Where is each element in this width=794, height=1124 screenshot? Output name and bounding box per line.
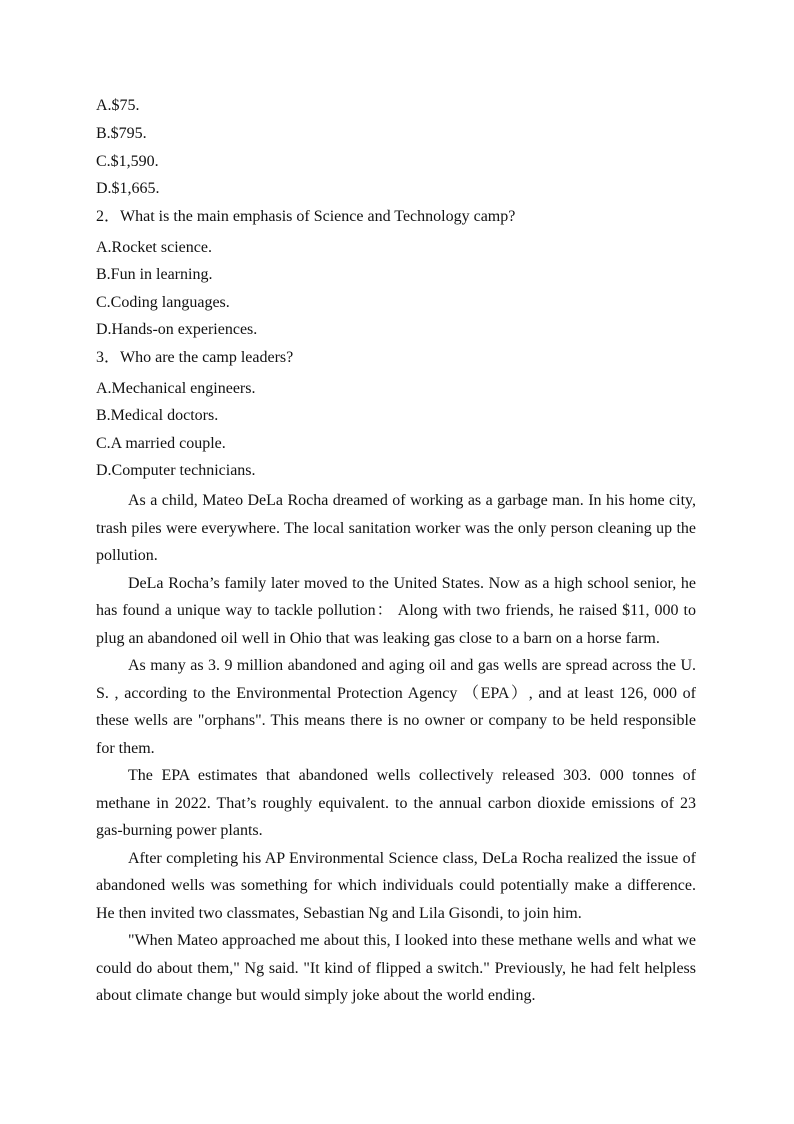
- q3-option-d: D.Computer technicians.: [96, 462, 256, 479]
- q3-option-b: B.Medical doctors.: [96, 407, 219, 424]
- q2-stem: 2．What is the main emphasis of Science and Technology camp?: [96, 208, 516, 225]
- passage-paragraph-1: As a child, Mateo DeLa Rocha dreamed of working as a garbage man. In his home city, trash piles were everywhere. The local sanitation worker was the only person cleaning up the pollution.: [96, 492, 696, 564]
- q1-option-d: D.$1,665.: [96, 180, 160, 197]
- q3-stem: 3．Who are the camp leaders?: [96, 349, 294, 366]
- q1-option-b: B.$795.: [96, 125, 147, 142]
- q2-option-b: B.Fun in learning.: [96, 266, 213, 283]
- q1-option-c: C.$1,590.: [96, 153, 159, 170]
- q2-option-c: C.Coding languages.: [96, 294, 230, 311]
- passage-paragraph-4: The EPA estimates that abandoned wells collectively released 303. 000 tonnes of methane in 2022. That’s roughly equivalent. to the annual carbon dioxide emissions of 23 gas-burning power plants.: [96, 767, 696, 839]
- passage-paragraph-5: After completing his AP Environmental Science class, DeLa Rocha realized the issue of abandoned wells was something for which individuals could potentially make a difference. He then invited two classmates, Sebastian Ng and Lila Gisondi, to join him.: [96, 849, 696, 922]
- q2-option-a: A.Rocket science.: [96, 239, 212, 256]
- q1-option-a: A.$75.: [96, 97, 140, 114]
- reading-passage: [96, 487, 696, 1010]
- passage-paragraph-2: DeLa Rocha’s family later moved to the United States. Now as a high school senior, he has found a unique way to tackle pollution： Along with two friends, he raised $11, 000 to plug an abandoned oil well in Ohio that was leaking gas close to a barn on a horse farm.: [96, 574, 696, 647]
- q3-option-c: C.A married couple.: [96, 435, 226, 452]
- passage-paragraph-6: "When Mateo approached me about this, I looked into these methane wells and what we could do about them," Ng said. "It kind of flipped a switch." Previously, he had felt helpless about climate change but would simply joke about the world ending.: [96, 932, 696, 1004]
- q2-option-d: D.Hands-on experiences.: [96, 321, 258, 338]
- q3-option-a: A.Mechanical engineers.: [96, 380, 256, 397]
- passage-paragraph-3: As many as 3. 9 million abandoned and aging oil and gas wells are spread across the U. S. , according to the Environmental Protection Agency （EPA）, and at least 126, 000 of these wells are "orphans". This means there is no owner or company to be held responsible for them.: [96, 657, 696, 757]
